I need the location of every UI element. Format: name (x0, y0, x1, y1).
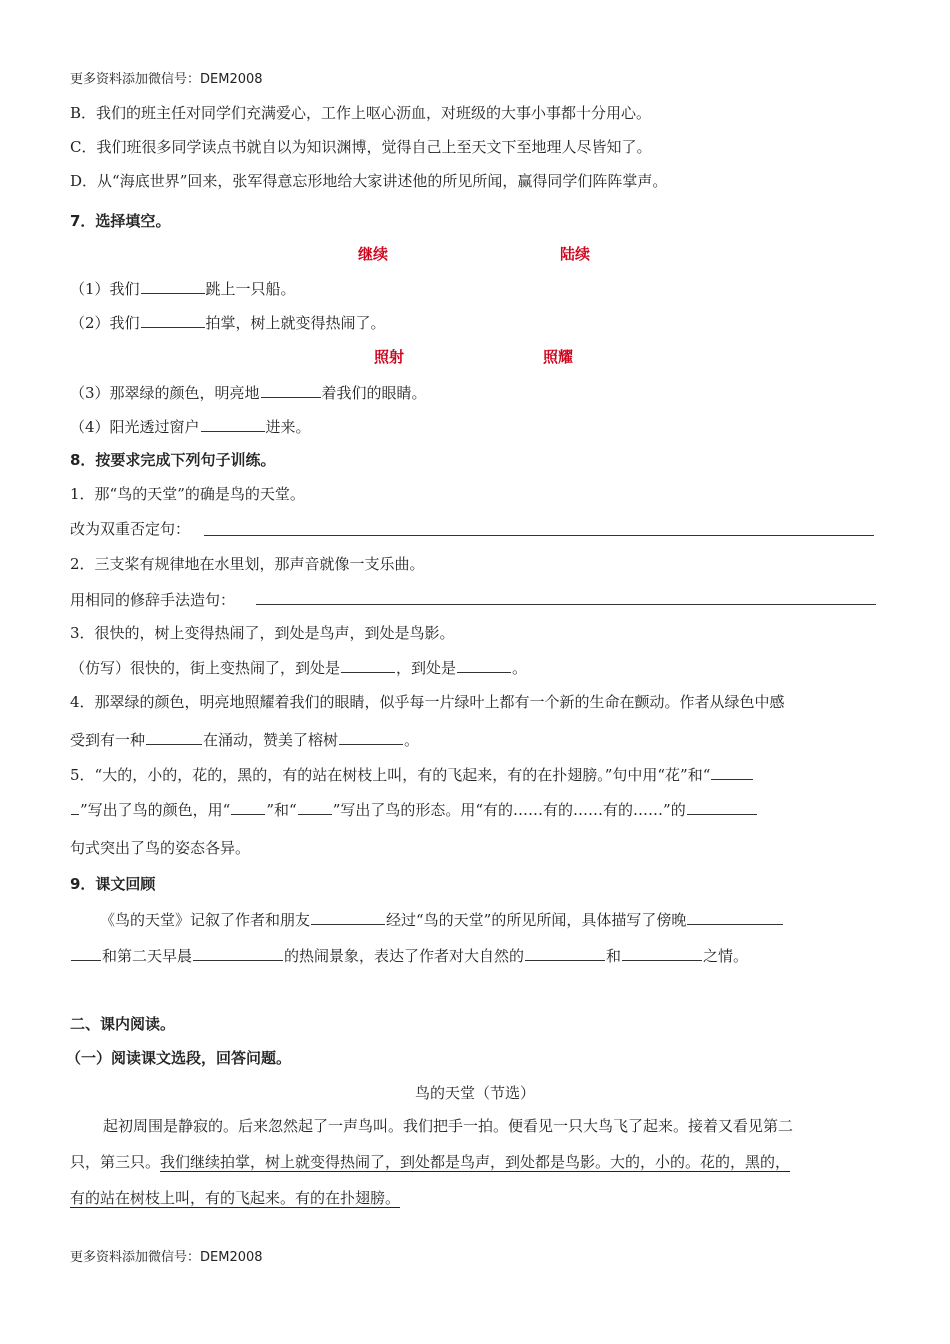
answer-blank[interactable] (687, 799, 757, 815)
q8-sentence-3: 3．很快的，树上变得热闹了，到处是鸟声，到处是鸟影。 (70, 624, 455, 642)
answer-blank[interactable] (311, 909, 385, 925)
passage-line-2: 只，第三只。我们继续拍掌，树上就变得热闹了，到处都是鸟声，到处都是鸟影。大的，小的。花的，黑的， (70, 1153, 791, 1171)
q7-word-zhaoyao: 照耀 (543, 348, 574, 366)
q6-option-b: B．我们的班主任对同学们充满爱心，工作上呕心沥血，对班级的大事小事都十分用心。 (70, 104, 652, 122)
section2-subtitle: （一）阅读课文选段，回答问题。 (66, 1049, 292, 1067)
answer-blank[interactable] (71, 945, 101, 961)
q9-line-b: 和第二天早晨 的热闹景象，表达了作者对大自然的 和 之情。 (70, 945, 748, 966)
section2-title: 二、课内阅读。 (70, 1015, 176, 1033)
answer-blank[interactable] (193, 945, 283, 961)
answer-line[interactable] (204, 535, 874, 536)
answer-blank[interactable] (146, 729, 202, 745)
answer-blank[interactable] (141, 312, 205, 328)
answer-blank[interactable] (525, 945, 605, 961)
q8-sentence-4a: 4．那翠绿的颜色，明亮地照耀着我们的眼睛，似乎每一片绿叶上都有一个新的生命在颤动。作者从绿色中感 (70, 693, 785, 711)
passage-line-1: 起初周围是静寂的。后来忽然起了一声鸟叫。我们把手一拍。便看见一只大鸟飞了起来。接着又看见第二 (103, 1117, 794, 1135)
answer-blank[interactable] (457, 657, 511, 673)
answer-line[interactable] (256, 604, 876, 605)
q6-option-d: D．从“海底世界”回来，张军得意忘形地给大家讲述他的所见所闻，赢得同学们阵阵掌声。 (70, 172, 668, 190)
answer-blank[interactable] (71, 799, 79, 815)
q7-title: 7．选择填空。 (70, 212, 171, 230)
q8-sentence-5b: ”写出了鸟的颜色，用“ ”和“ ”写出了鸟的形态。用“有的……有的……有的……”的 (70, 799, 758, 820)
q9-title: 9．课文回顾 (70, 875, 156, 893)
answer-blank[interactable] (341, 657, 395, 673)
passage-line-3: 有的站在树枝上叫，有的飞起来。有的在扑翅膀。 (70, 1189, 401, 1207)
answer-blank[interactable] (201, 416, 265, 432)
header-note: 更多资料添加微信号：DEM2008 (70, 72, 263, 87)
q6-option-c: C．我们班很多同学读点书就自以为知识渊博，觉得自己上至天文下至地理人尽皆知了。 (70, 138, 652, 156)
q8-sentence-2: 2．三支桨有规律地在水里划，那声音就像一支乐曲。 (70, 555, 425, 573)
q8-title: 8．按要求完成下列句子训练。 (70, 451, 276, 469)
q7-item-4: （4）阳光透过窗户 进来。 (70, 418, 311, 436)
q7-word-jixu: 继续 (358, 245, 389, 263)
q7-item-2: （2）我们 拍掌，树上就变得热闹了。 (70, 314, 386, 332)
answer-blank[interactable] (261, 382, 321, 398)
q8-task-1: 改为双重否定句： (70, 520, 191, 538)
answer-blank[interactable] (141, 278, 205, 294)
q7-word-luxu: 陆续 (560, 245, 591, 263)
q8-sentence-4b: 受到有一种 在涌动，赞美了榕树 。 (70, 731, 420, 749)
q7-item-3: （3）那翠绿的颜色，明亮地 着我们的眼睛。 (70, 384, 427, 402)
q9-line-a: 《鸟的天堂》记叙了作者和朋友 经过“鸟的天堂”的所见所闻，具体描写了傍晚 (100, 909, 784, 930)
q8-sentence-5a: 5．“大的，小的，花的，黑的，有的站在树枝上叫，有的飞起来，有的在扑翅膀。”句中用“花”和“ (70, 764, 754, 785)
q8-sentence-5c: 句式突出了鸟的姿态各异。 (70, 839, 251, 857)
answer-blank[interactable] (298, 799, 332, 815)
q8-imitation-3: （仿写）很快的，街上变热闹了，到处是 ，到处是 。 (70, 659, 528, 677)
q8-sentence-1: 1．那“鸟的天堂”的确是鸟的天堂。 (70, 485, 305, 503)
q7-item-1: （1）我们 跳上一只船。 (70, 280, 296, 298)
answer-blank[interactable] (231, 799, 265, 815)
answer-blank[interactable] (711, 764, 753, 780)
answer-blank[interactable] (622, 945, 702, 961)
answer-blank[interactable] (687, 909, 783, 925)
q7-word-zhaoshe: 照射 (374, 348, 405, 366)
answer-blank[interactable] (339, 729, 403, 745)
q8-task-2: 用相同的修辞手法造句： (70, 591, 236, 609)
footer-note: 更多资料添加微信号：DEM2008 (70, 1250, 263, 1265)
passage-title: 鸟的天堂（节选） (414, 1084, 535, 1102)
